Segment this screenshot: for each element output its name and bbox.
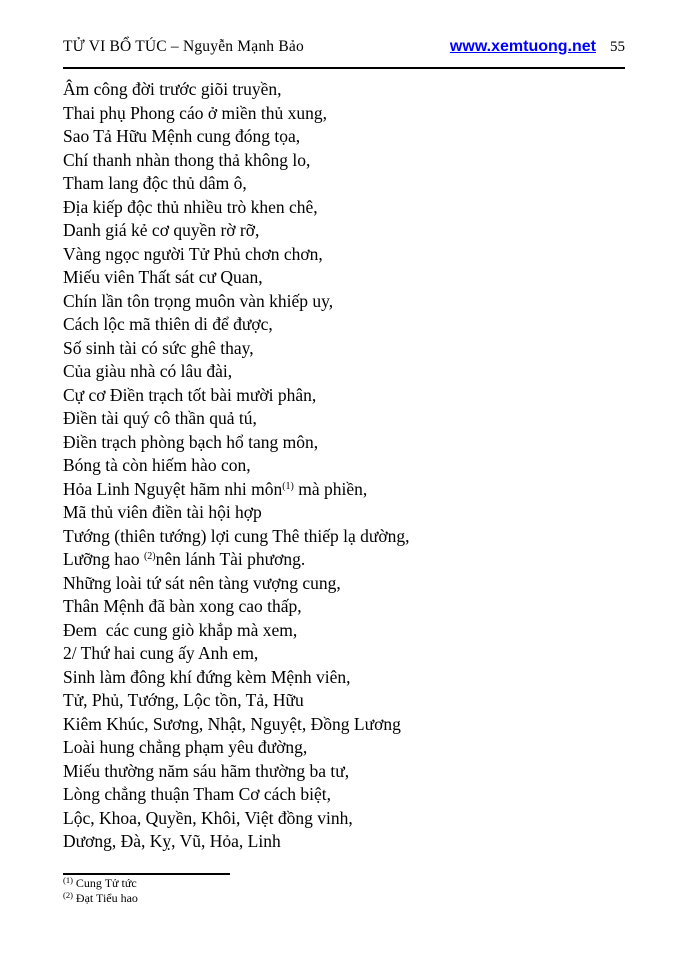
poem-line: Danh giá kẻ cơ quyền rờ rỡ, [63,220,260,240]
poem-line: Điền tài quý cô thần quả tú, [63,408,257,428]
poem-line: Địa kiếp độc thủ nhiều trò khen chê, [63,196,318,217]
book-title: TỬ VI BỔ TÚC – Nguyễn Mạnh Bảo [63,38,304,55]
footnote-ref: (1) [282,480,294,492]
poem-line: Miếu viên Thất sát cư Quan, [63,267,263,287]
footnote-text: Đạt Tiểu hao [75,891,138,905]
poem-line-text: Lưỡng hao [63,549,144,569]
poem-line: Miếu thường năm sáu hãm thường ba tư, [63,760,350,781]
poem-line: Chí thanh nhàn thong thả không lo, [63,149,311,170]
poem-line: Lộc, Khoa, Quyền, Khôi, Việt đồng vinh, [63,807,353,828]
poem-line: Mã thủ viên điền tài hội hợp [63,502,262,522]
poem-line: Âm công đời trước giõi truyền, [63,79,282,99]
footnote-item [63,892,625,906]
poem-line: Những loài tứ sát nên tàng vượng cung, [63,572,341,593]
poem-line: Bóng tà còn hiếm hào con, [63,455,251,475]
poem-line: Thai phụ Phong cáo ở miền thủ xung, [63,102,327,123]
poem-line: Chín lần tôn trọng muôn vàn khiếp uy, [63,290,334,311]
poem-line: Của giàu nhà có lâu đài, [63,361,233,381]
page-header [63,38,625,56]
poem-line-text: mà phiền, [293,478,368,499]
footnote-ref: (2) [143,551,156,562]
poem-line: Vàng ngọc người Tử Phủ chơn chơn, [63,243,323,264]
footnote-marker: (1) [63,874,73,885]
poem-line: Đem các cung giò khắp mà xem, [63,619,298,640]
poem-line-text: Hỏa Linh Nguyệt hãm nhi môn [63,478,283,499]
page-number: 55 [610,39,625,55]
footnote-item [63,874,625,891]
poem-line: Sinh làm đông khí đứng kèm Mệnh viên, [63,666,351,687]
poem-line: Kiêm Khúc, Sương, Nhật, Nguyệt, Đồng Lương [63,713,401,734]
website-link[interactable]: www.xemtuong.net [449,38,596,55]
poem-line: Loài hung chẳng phạm yêu đường, [63,737,308,757]
poem-line [63,548,625,572]
poem-line: Số sinh tài có sức ghê thay, [63,337,254,358]
poem [63,78,625,854]
footnote-text: Cung Tử tức [75,875,137,890]
poem-line [63,478,625,502]
poem-line: Tham lang độc thủ dâm ô, [63,173,247,193]
poem-line: Điền trạch phòng bạch hổ tang môn, [63,431,319,452]
footnote-marker: (2) [63,890,73,900]
header-rule [63,67,625,69]
footnote-rule [63,873,230,875]
poem-line: 2/ Thứ hai cung ấy Anh em, [63,643,259,663]
poem-line: Cự cơ Điền trạch tốt bài mười phân, [63,384,317,405]
poem-line: Tướng (thiên tướng) lợi cung Thê thiếp lạ dường, [63,525,410,546]
poem-line: Lòng chẳng thuận Tham Cơ cách biệt, [63,784,331,804]
poem-line-text: nên lánh Tài phương. [155,549,306,569]
footnotes [63,873,625,906]
poem-line: Sao Tả Hữu Mệnh cung đóng tọa, [63,126,301,146]
poem-line: Cách lộc mã thiên di để được, [63,314,273,334]
poem-line: Thân Mệnh đã bàn xong cao thấp, [63,596,302,616]
poem-line: Dương, Đà, Kỵ, Vũ, Hỏa, Linh [63,831,281,851]
poem-line: Tử, Phủ, Tướng, Lộc tồn, Tả, Hữu [63,690,304,710]
footnote-list [63,874,625,906]
header-right [450,38,625,56]
